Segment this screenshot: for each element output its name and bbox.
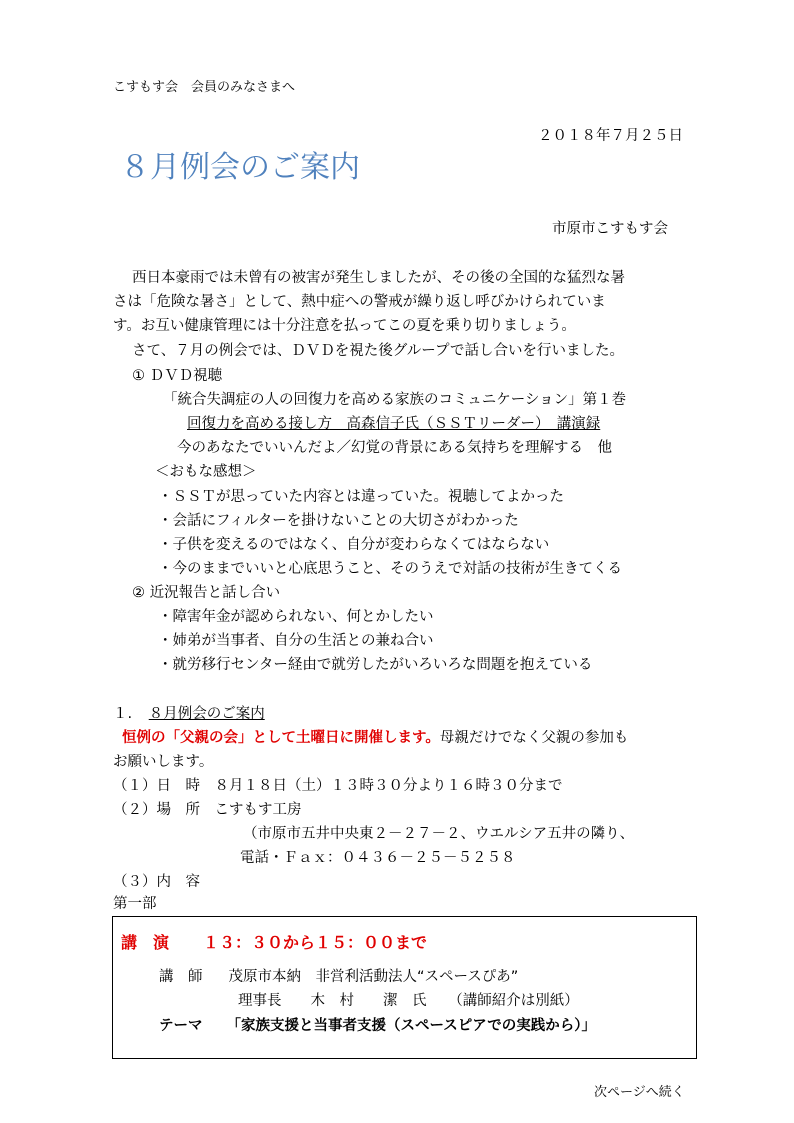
section-number: １.: [113, 706, 133, 722]
section-title: ８月例会のご案内: [148, 706, 265, 722]
event-phone: 電話・Ｆａｘ：０４３６－２５－５２５８: [240, 850, 516, 866]
speaker-name: 理事長 木 村 潔 氏 （講師紹介は別紙）: [238, 993, 579, 1009]
intro-line-1: 西日本豪雨では未曾有の被害が発生しましたが、その後の全国的な猛烈な暑: [132, 270, 625, 286]
intro-line-4: さて、７月の例会では、ＤＶＤを視た後グループで話し合いを行いました。: [132, 343, 624, 359]
report-item-1-heading: ① ＤＶＤ視聴: [132, 368, 223, 384]
event-note-line-2: お願いします。: [113, 754, 214, 770]
program-part: 第一部: [113, 896, 157, 912]
theme-text: 「家族支援と当事者支援（スペースピアでの実践から）」: [226, 1018, 596, 1034]
lecture-time: １３：３０から１５：００まで: [203, 933, 428, 952]
dvd-title: 「統合失調症の人の回復力を高める家族のコミュニケーション」第１巻: [163, 392, 627, 408]
lecture-label: 講 演: [121, 933, 170, 952]
event-place: （２）場 所 こすもす工房: [113, 802, 302, 818]
impression-item: ・子供を変えるのではなく、自分が変わらなくてはならない: [158, 537, 550, 553]
continue-note: 次ページへ続く: [594, 1085, 685, 1100]
speaker-org: 茂原市本納 非営利活動法人“スペースぴあ”: [228, 969, 519, 985]
discussion-item: ・障害年金が認められない、何とかしたい: [158, 609, 434, 625]
theme-label: テーマ: [159, 1018, 203, 1034]
intro-line-3: す。お互い健康管理には十分注意を払ってこの夏を乗り切りましょう。: [113, 318, 576, 334]
event-address: （市原市五井中央東２－２７－２、ウエルシア五井の隣り、: [243, 826, 635, 842]
dvd-topics: 今のあなたでいいんだよ／幻覚の背景にある気持ちを理解する 他: [177, 440, 612, 456]
event-highlight: 恒例の「父親の会」として土曜日に開催します。: [122, 730, 440, 746]
report-item-2-heading: ② 近況報告と話し合い: [132, 585, 281, 601]
impression-item: ・会話にフィルターを掛けないことの大切さがわかった: [158, 513, 519, 529]
event-note: [122, 728, 628, 748]
section-heading: [113, 704, 265, 724]
addressee: こすもす会 会員のみなさまへ: [113, 80, 296, 95]
speaker-label: 講 師: [159, 969, 203, 985]
impression-item: ・ＳＳＴが思っていた内容とは違っていた。視聴してよかった: [158, 489, 564, 505]
theme-row: [159, 1016, 596, 1036]
dvd-subtitle: 回復力を高める接し方 高森信子氏（ＳＳＴリーダー） 講演録: [187, 416, 601, 432]
sender: 市原市こすもす会: [552, 221, 668, 237]
event-note-rest: 母親だけでなく父親の参加も: [439, 730, 629, 746]
discussion-item: ・姉弟が当事者、自分の生活との兼ね合い: [158, 633, 434, 649]
lecture-header: [121, 932, 427, 954]
discussion-item: ・就労移行センター経由で就労したがいろいろな問題を抱えている: [158, 657, 593, 673]
event-content: （３）内 容: [113, 874, 200, 890]
lecture-box: [112, 916, 697, 1059]
speaker-row: [159, 967, 518, 987]
event-datetime: （１）日 時 ８月１８日（土）１３時３０分より１６時３０分まで: [113, 778, 563, 794]
impressions-heading: ＜おもな感想＞: [155, 464, 257, 480]
impression-item: ・今のままでいいと心底思うこと、そのうえで対話の技術が生きてくる: [158, 561, 622, 577]
date: ２０１８年７月２５日: [538, 128, 683, 144]
page-title: ８月例会のご案内: [120, 150, 360, 185]
intro-line-2: さは「危険な暑さ」として、熱中症への警戒が繰り返し呼びかけられていま: [113, 294, 606, 310]
